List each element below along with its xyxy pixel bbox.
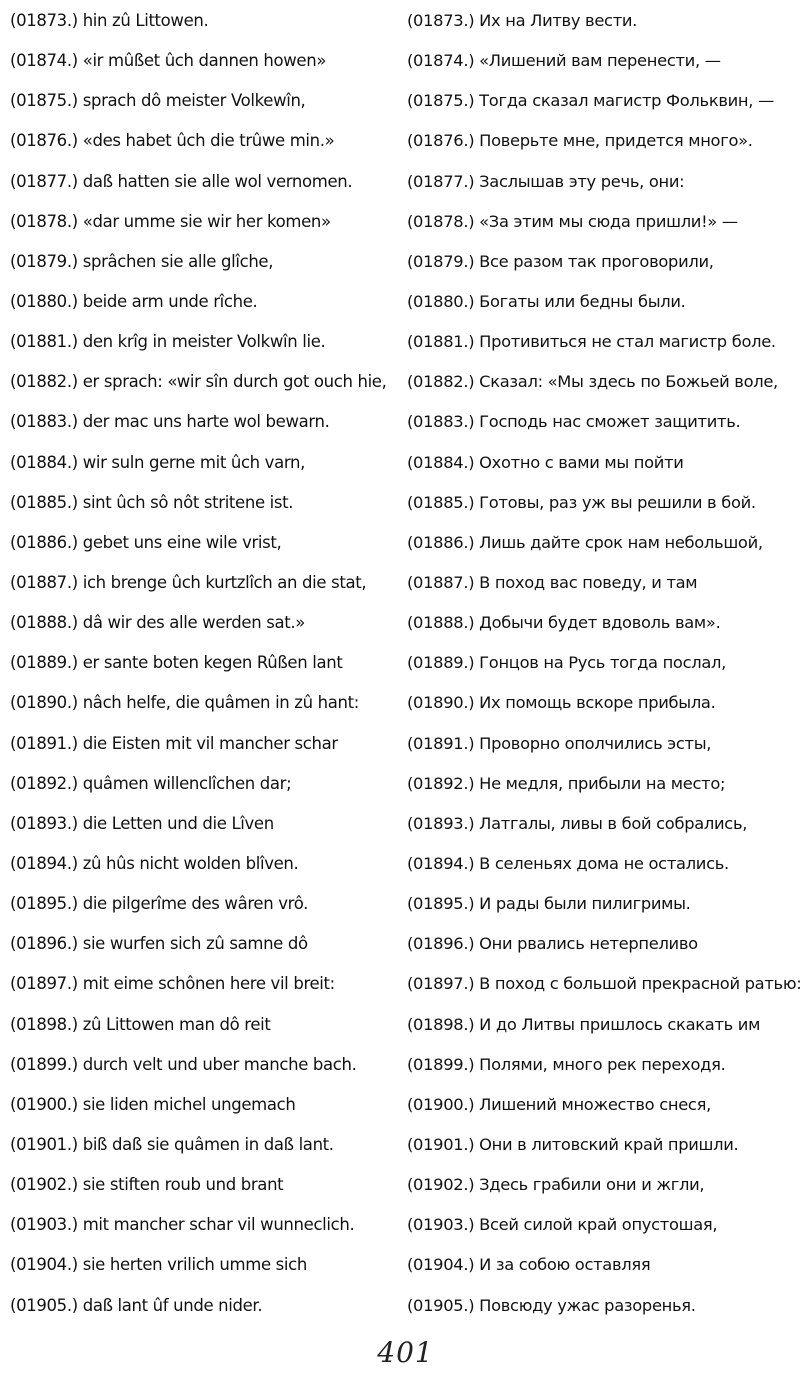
verse-line-de-01892: (01892.) quâmen willenclîchen dar; xyxy=(10,773,292,793)
verse-line-de-01891: (01891.) die Eisten mit vil mancher schar xyxy=(10,733,338,753)
verse-line-de-01903: (01903.) mit mancher schar vil wunneclich. xyxy=(10,1215,355,1235)
verse-line-ru-01881: (01881.) Противиться не стал магистр боле. xyxy=(407,332,776,352)
verse-line-de-01889: (01889.) er sante boten kegen Rûßen lant xyxy=(10,653,343,673)
verse-line-de-01888: (01888.) dâ wir des alle werden sat.» xyxy=(10,613,305,633)
verse-line-ru-01873: (01873.) Их на Литву вести. xyxy=(407,11,638,30)
verse-line-de-01890: (01890.) nâch helfe, die quâmen in zû hant: xyxy=(10,693,359,713)
verse-line-de-01876: (01876.) «des habet ûch die trûwe min.» xyxy=(10,131,335,151)
verse-line-ru-01892: (01892.) Не медля, прибыли на место; xyxy=(407,773,726,793)
verse-line-de-01886: (01886.) gebet uns eine wile vrist, xyxy=(10,532,282,552)
verse-line-de-01885: (01885.) sint ûch sô nôt stritene ist. xyxy=(10,492,294,512)
verse-line-de-01899: (01899.) durch velt und uber manche bach. xyxy=(10,1054,357,1074)
verse-line-ru-01896: (01896.) Они рвались нетерпеливо xyxy=(407,934,698,954)
verse-line-de-01900: (01900.) sie liden michel ungemach xyxy=(10,1094,296,1114)
verse-line-de-01887: (01887.) ich brenge ûch kurtzlîch an die stat, xyxy=(10,572,367,592)
page-number: 401 xyxy=(377,1336,434,1369)
verse-line-ru-01902: (01902.) Здесь грабили они и жгли, xyxy=(407,1175,705,1195)
verse-line-de-01902: (01902.) sie stiften roub und brant xyxy=(10,1175,284,1195)
verse-line-ru-01897: (01897.) В поход с большой прекрасной ратью: xyxy=(407,974,802,994)
verse-line-ru-01876: (01876.) Поверьте мне, придется много». xyxy=(407,131,753,151)
verse-line-ru-01875: (01875.) Тогда сказал магистр Фольквин, — xyxy=(407,91,775,111)
verse-line-de-01875: (01875.) sprach dô meister Volkewîn, xyxy=(10,91,306,111)
verse-line-ru-01901: (01901.) Они в литовский край пришли. xyxy=(407,1134,739,1154)
verse-line-ru-01887: (01887.) В поход вас поведу, и там xyxy=(407,572,698,592)
verse-line-de-01882: (01882.) er sprach: «wir sîn durch got ouch hie, xyxy=(10,372,387,392)
verse-line-de-01901: (01901.) biß daß sie quâmen in daß lant. xyxy=(10,1134,334,1154)
verse-line-de-01881: (01881.) den krîg in meister Volkwîn lie. xyxy=(10,332,326,352)
verse-line-ru-01878: (01878.) «За этим мы сюда пришли!» — xyxy=(407,211,738,231)
verse-line-ru-01895: (01895.) И рады были пилигримы. xyxy=(407,894,691,914)
middle-high-german-text-column xyxy=(10,8,406,1333)
verse-line-de-01873: (01873.) hin zû Littowen. xyxy=(10,11,209,30)
russian-translation-column xyxy=(407,8,809,1333)
verse-line-ru-01884: (01884.) Охотно с вами мы пойти xyxy=(407,452,684,472)
verse-line-de-01897: (01897.) mit eime schônen here vil breit: xyxy=(10,974,335,994)
verse-line-ru-01900: (01900.) Лишений множество снеся, xyxy=(407,1094,711,1114)
verse-line-ru-01903: (01903.) Всей силой край опустошая, xyxy=(407,1215,718,1235)
verse-line-ru-01882: (01882.) Сказал: «Мы здесь по Божьей воле, xyxy=(407,372,778,392)
verse-line-de-01874: (01874.) «ir mûßet ûch dannen howen» xyxy=(10,51,327,71)
verse-line-de-01879: (01879.) sprâchen sie alle glîche, xyxy=(10,251,274,271)
verse-line-ru-01898: (01898.) И до Литвы пришлось скакать им xyxy=(407,1014,761,1034)
verse-line-ru-01905: (01905.) Повсюду ужас разоренья. xyxy=(407,1295,696,1315)
verse-line-de-01895: (01895.) die pilgerîme des wâren vrô. xyxy=(10,894,309,914)
verse-line-de-01896: (01896.) sie wurfen sich zû samne dô xyxy=(10,934,308,954)
verse-line-ru-01883: (01883.) Господь нас сможет защитить. xyxy=(407,412,741,432)
verse-line-ru-01888: (01888.) Добычи будет вдоволь вам». xyxy=(407,613,721,633)
verse-line-de-01905: (01905.) daß lant ûf unde nider. xyxy=(10,1295,263,1315)
verse-line-ru-01890: (01890.) Их помощь вскоре прибыла. xyxy=(407,693,716,713)
verse-line-ru-01879: (01879.) Все разом так проговорили, xyxy=(407,251,714,271)
verse-line-de-01883: (01883.) der mac uns harte wol bewarn. xyxy=(10,412,330,432)
verse-line-de-01880: (01880.) beide arm unde rîche. xyxy=(10,291,258,311)
verse-line-de-01904: (01904.) sie herten vrilich umme sich xyxy=(10,1255,307,1275)
verse-line-de-01878: (01878.) «dar umme sie wir her komen» xyxy=(10,211,331,231)
verse-line-de-01894: (01894.) zû hûs nicht wolden blîven. xyxy=(10,853,299,873)
verse-line-ru-01874: (01874.) «Лишений вам перенести, — xyxy=(407,51,721,71)
verse-line-ru-01885: (01885.) Готовы, раз уж вы решили в бой. xyxy=(407,492,756,512)
verse-line-de-01877: (01877.) daß hatten sie alle wol vernomen. xyxy=(10,171,353,191)
verse-line-ru-01891: (01891.) Проворно ополчились эсты, xyxy=(407,733,712,753)
verse-line-de-01884: (01884.) wir suln gerne mit ûch varn, xyxy=(10,452,305,472)
verse-line-de-01898: (01898.) zû Littowen man dô reit xyxy=(10,1014,271,1034)
verse-line-de-01893: (01893.) die Letten und die Lîven xyxy=(10,813,274,833)
verse-line-ru-01899: (01899.) Полями, много рек переходя. xyxy=(407,1054,726,1074)
verse-line-ru-01886: (01886.) Лишь дайте срок нам небольшой, xyxy=(407,532,763,552)
verse-line-ru-01893: (01893.) Латгалы, ливы в бой собрались, xyxy=(407,813,748,833)
verse-line-ru-01894: (01894.) В селеньях дома не остались. xyxy=(407,853,729,873)
verse-line-ru-01880: (01880.) Богаты или бедны были. xyxy=(407,291,686,311)
verse-line-ru-01904: (01904.) И за собою оставляя xyxy=(407,1255,651,1275)
verse-line-ru-01889: (01889.) Гонцов на Русь тогда послал, xyxy=(407,653,727,673)
verse-line-ru-01877: (01877.) Заслышав эту речь, они: xyxy=(407,171,685,191)
